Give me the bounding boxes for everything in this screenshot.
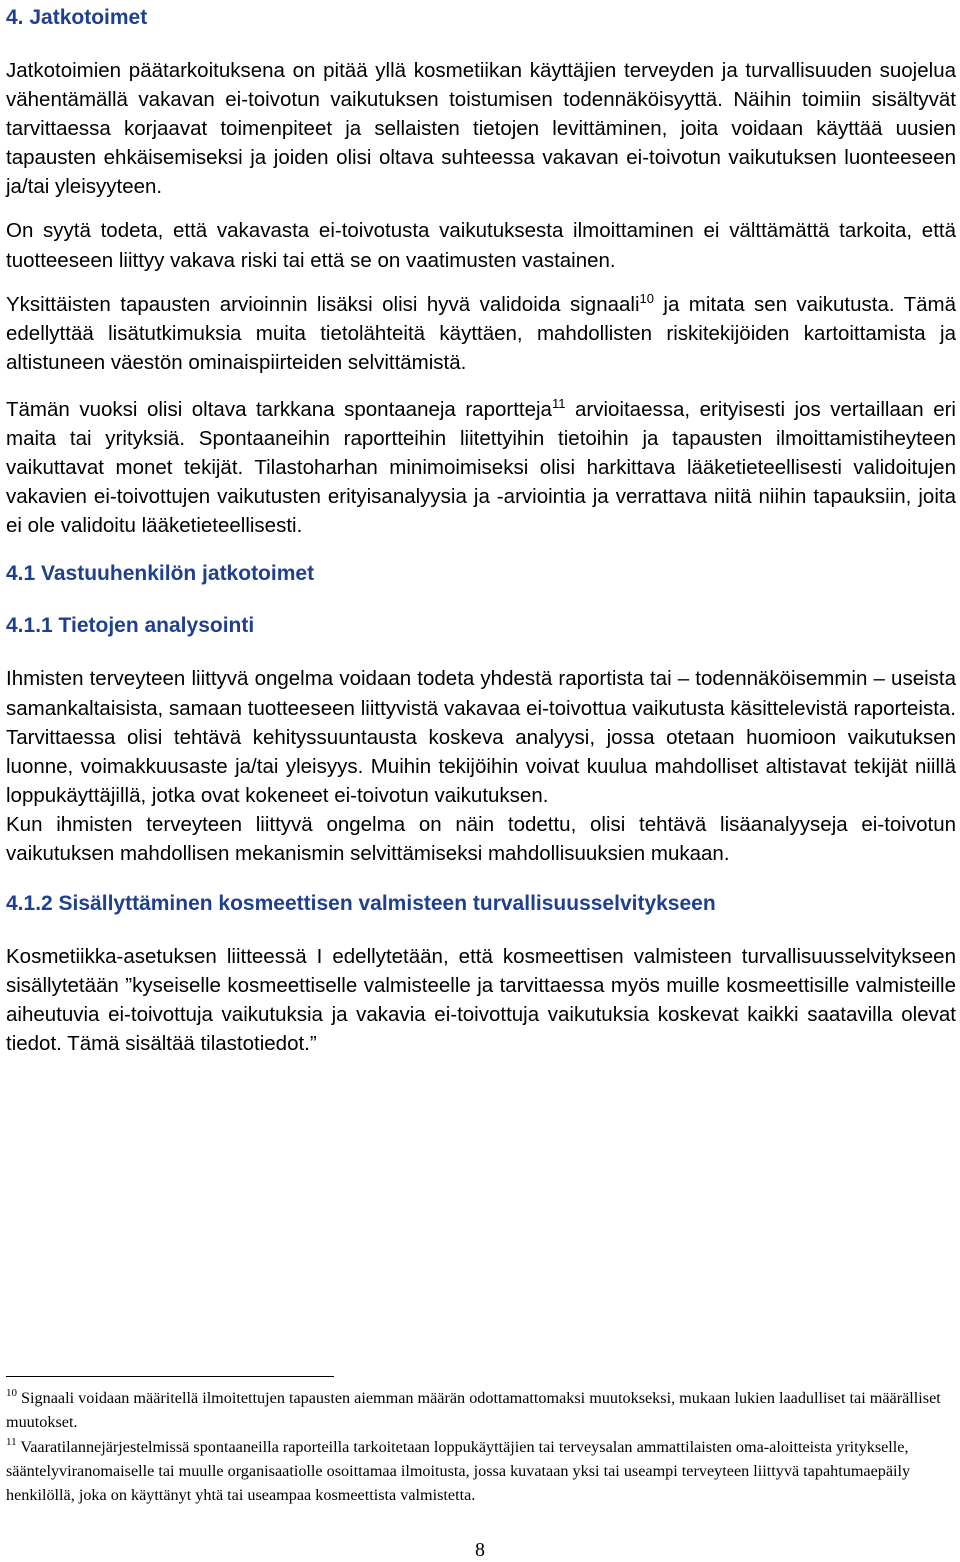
- paragraph-signal-text-2: ja mitata sen vaikutusta. Tämä edellyttää lisätutkimuksia muita tietolähteitä käyttäen, mahdollisten riskitekijöiden kartoittamista ja altistuneen väestön ominaispiirteiden selvittämistä.: [6, 292, 956, 374]
- footnote-text-11: Vaaratilannejärjestelmissä spontaaneilla raporteilla tarkoitetaan loppukäyttäjien tai terveysalan ammattilaisten oma-aloitteista yritykselle, sääntelyviranomaiselle tai muulle organisaatiolle osoittamaa ilmoitusta, jossa kuvataan yksi tai useampi terveyteen liittyvä tapahtumaepäily henkilöllä, joka on käyttänyt yhtä tai useampaa kosmeettista valmistetta.: [6, 1437, 911, 1505]
- footnote-divider: [6, 1376, 334, 1377]
- paragraph-signal-text-1: Yksittäisten tapausten arvioinnin lisäksi olisi hyvä validoida signaali: [6, 292, 640, 316]
- paragraph-signal: [6, 290, 956, 377]
- paragraph-safety-report: Kosmetiikka-asetuksen liitteessä I edellytetään, että kosmeettisen valmisteen turvallisuusselvitykseen sisällytetään ”kyseiselle kosmeettiselle valmisteelle ja tarvittaessa myös muille kosmeettisille valmisteille aiheutuvia ei-toivottuja vaikutuksia ja vakavia ei-toivottuja vaikutuksia koskevat kaikki saatavilla olevat tiedot. Tämä sisältää tilastotiedot.”: [6, 945, 956, 1056]
- section-heading-4-1-1: 4.1.1 Tietojen analysointi: [6, 614, 255, 638]
- paragraph-spontaneous-text-1: Tämän vuoksi olisi oltava tarkkana spontaaneja raportteja: [6, 397, 552, 421]
- footnote-number-11: 11: [6, 1435, 17, 1448]
- section-heading-4-1-2: 4.1.2 Sisällyttäminen kosmeettisen valmisteen turvallisuusselvitykseen: [6, 892, 716, 916]
- footnote-10: [6, 1386, 956, 1435]
- paragraph-spontaneous-text-2: arvioitaessa, erityisesti jos vertaillaan eri maita tai yrityksiä. Spontaaneihin raportteihin liitettyihin tietoihin ja tapausten ilmoittamistiheyteen vaikuttavat monet tekijät. Tilastoharhan minimoimiseksi olisi harkittava lääketieteellisesti validoitujen vakavien ei-toivottujen vaikutusten erityisanalyysia ja -arviointia ja verrattava niitä niihin tapauksiin, joita ei ole validoitu lääketieteellisesti.: [6, 397, 956, 538]
- paragraph-analysis: Ihmisten terveyteen liittyvä ongelma voidaan todeta yhdestä raportista tai – todennäköisemmin – useista samankaltaisista, samaan tuotteeseen liittyvistä vakavaa ei-toivottua vaikutusta käsittelevistä raporteista. Tarvittaessa olisi tehtävä kehityssuuntausta koskeva analyysi, jossa otetaan huomioon vaikutuksen luonne, voimakkuusaste ja/tai yleisyys. Muihin tekijöihin voivat kuulua mahdolliset altistavat tekijät niillä loppukäyttäjillä, jotka ovat kokeneet ei-toivotun vaikutuksen.: [6, 667, 956, 807]
- page-number: 8: [475, 1539, 485, 1561]
- footnote-ref-10: 10: [639, 290, 654, 306]
- section-heading-4: 4. Jatkotoimet: [6, 6, 148, 29]
- paragraph-spontaneous-reports: [6, 395, 956, 540]
- footnote-11: [6, 1435, 956, 1508]
- paragraph-note: On syytä todeta, että vakavasta ei-toivotusta vaikutuksesta ilmoittaminen ei välttämättä tarkoita, että tuotteeseen liittyy vakava riski tai että se on vaatimusten vastainen.: [6, 219, 956, 272]
- paragraph-purpose: Jatkotoimien päätarkoituksena on pitää yllä kosmetiikan käyttäjien terveyden ja turvallisuuden suojelua vähentämällä vakavan ei-toivotun vaikutuksen toistumisen todennäköisyyttä. Näihin toimiin sisältyvät tarvittaessa korjaavat toimenpiteet ja sellaisten tietojen levittäminen, joita voidaan käyttää uusien tapausten ehkäisemiseksi ja joiden olisi oltava suhteessa vakavan ei-toivotun vaikutuksen luonteeseen ja/tai yleisyyteen.: [6, 59, 956, 199]
- document-page: [6, 0, 956, 1058]
- footnote-ref-11: 11: [551, 395, 566, 411]
- paragraph-further-analysis: Kun ihmisten terveyteen liittyvä ongelma on näin todettu, olisi tehtävä lisäanalyyseja ei-toivotun vaikutuksen mahdollisen mekanismin selvittämiseksi mahdollisuuksien mukaan.: [6, 812, 956, 865]
- footnote-text-10: Signaali voidaan määritellä ilmoitettujen tapausten aiemman määrän odottamattomaksi muutokseksi, mukaan lukien laadulliset tai määrälliset muutokset.: [6, 1389, 941, 1432]
- footnote-number-10: 10: [6, 1387, 17, 1399]
- section-heading-4-1: 4.1 Vastuuhenkilön jatkotoimet: [6, 562, 315, 586]
- footnotes: [6, 1386, 956, 1507]
